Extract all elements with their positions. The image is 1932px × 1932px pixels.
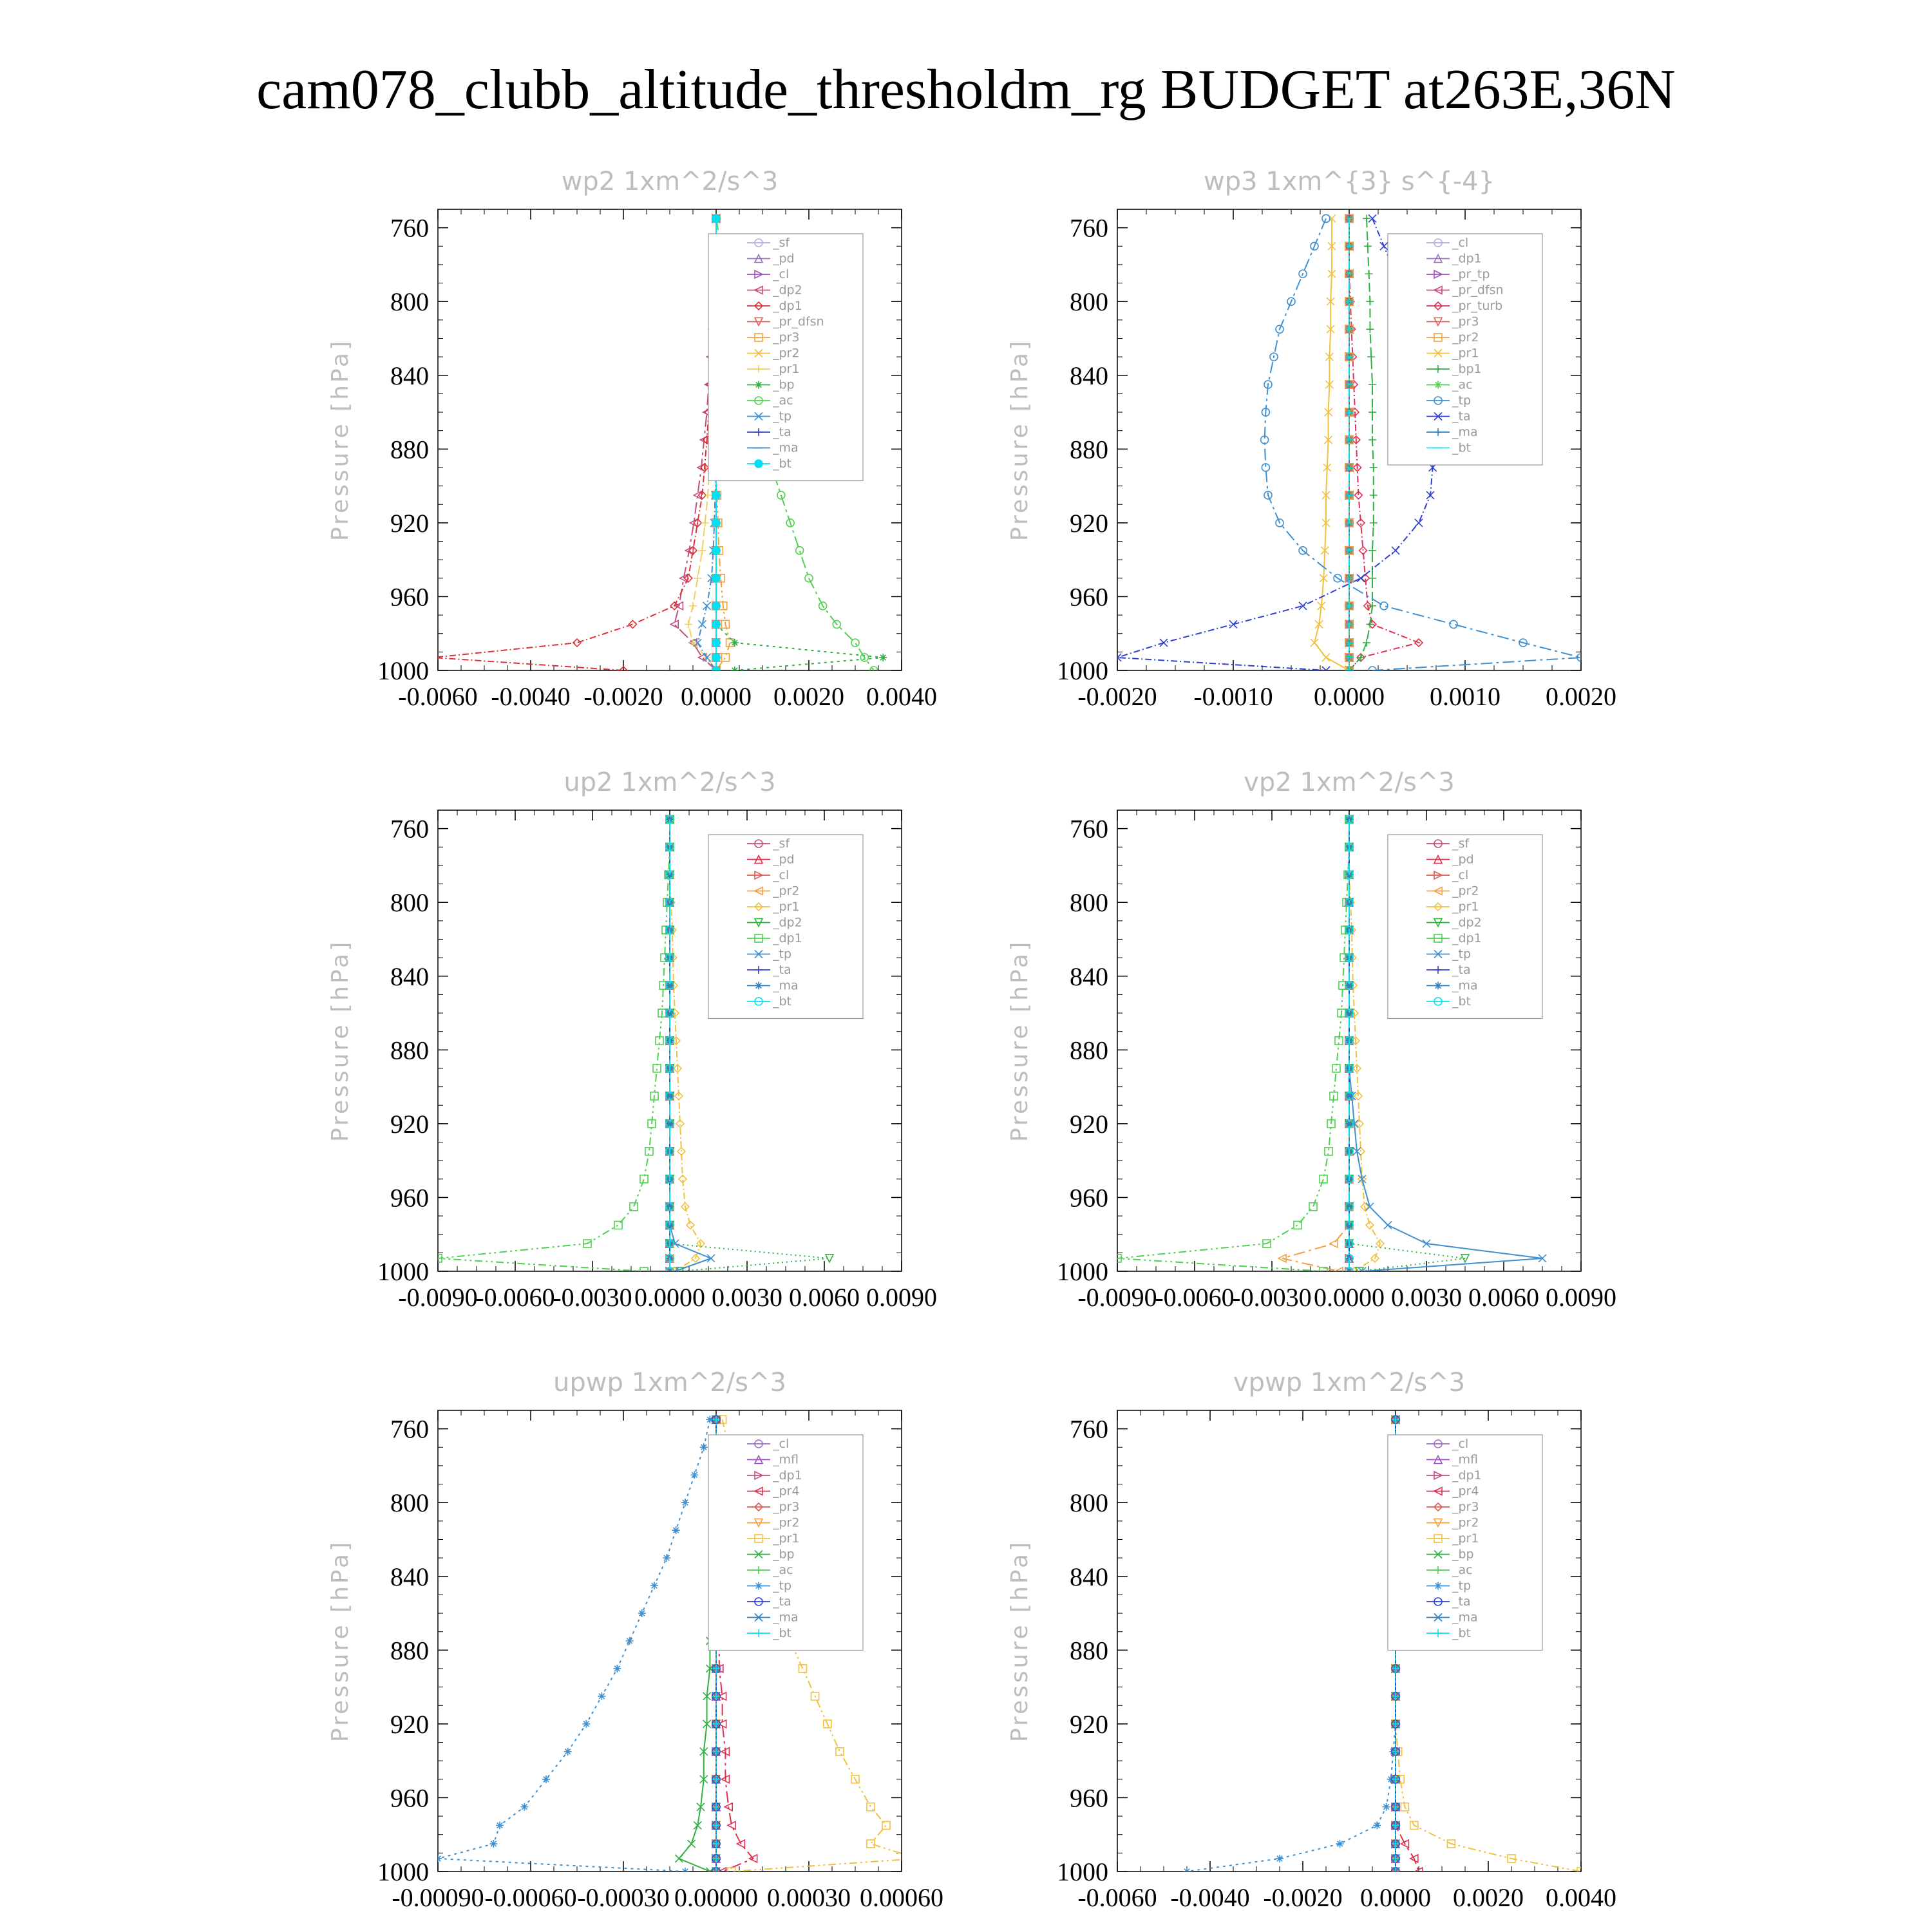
x-tick-label: 0.0000 bbox=[1360, 1883, 1431, 1912]
y-tick-label: 920 bbox=[1070, 1109, 1108, 1139]
y-tick-label: 960 bbox=[390, 1183, 429, 1213]
legend-label: _tp bbox=[773, 1578, 792, 1593]
y-tick-label: 880 bbox=[390, 435, 429, 464]
legend bbox=[1388, 234, 1542, 465]
data-point bbox=[430, 654, 437, 661]
y-tick-label: 760 bbox=[1070, 1414, 1108, 1444]
legend-label: _dp2 bbox=[773, 283, 802, 298]
x-tick-label: -0.0060 bbox=[1077, 1883, 1157, 1912]
x-tick-label: 0.0020 bbox=[1453, 1883, 1524, 1912]
y-tick-label: 1000 bbox=[1057, 1857, 1108, 1886]
data-point bbox=[598, 1692, 605, 1700]
x-tick-label: 0.0090 bbox=[866, 1283, 937, 1312]
legend-label: _pr2 bbox=[1452, 884, 1479, 898]
data-point bbox=[685, 620, 692, 628]
data-point bbox=[731, 667, 739, 674]
legend-label: _pr1 bbox=[1452, 346, 1479, 361]
y-tick-label: 880 bbox=[390, 1036, 429, 1065]
panel-title: wp2 1xm^2/s^3 bbox=[561, 167, 779, 196]
data-point bbox=[703, 602, 711, 610]
data-point bbox=[663, 1554, 670, 1562]
data-point bbox=[690, 1471, 698, 1479]
legend-label: _sf bbox=[773, 236, 790, 250]
data-point bbox=[1368, 436, 1376, 444]
chart-panel bbox=[327, 167, 937, 711]
y-axis-label: Pressure [hPa] bbox=[327, 939, 354, 1142]
y-tick-label: 760 bbox=[1070, 213, 1108, 243]
legend-marker bbox=[755, 1582, 762, 1590]
legend-label: _pr1 bbox=[773, 362, 800, 376]
x-tick-label: -0.0010 bbox=[1193, 682, 1273, 711]
data-point bbox=[1160, 639, 1168, 647]
data-point bbox=[1363, 639, 1370, 647]
y-tick-label: 960 bbox=[1070, 582, 1108, 612]
data-point bbox=[1367, 353, 1375, 361]
data-point bbox=[640, 1175, 648, 1183]
legend-label: _ta bbox=[773, 1595, 791, 1609]
legend-label: _pr2 bbox=[773, 884, 800, 898]
legend-label: _mfl bbox=[773, 1452, 799, 1467]
legend-label: _tp bbox=[1452, 393, 1472, 408]
series-line-pr1 bbox=[1314, 218, 1349, 670]
legend-label: _pr2 bbox=[773, 1515, 800, 1530]
data-point bbox=[700, 1443, 708, 1451]
data-point bbox=[1364, 242, 1372, 250]
legend bbox=[708, 234, 863, 481]
legend-label: _ma bbox=[1452, 425, 1478, 439]
y-tick-label: 800 bbox=[1070, 888, 1108, 918]
x-tick-label: -0.0090 bbox=[1077, 1283, 1157, 1312]
legend-label: _pr_tp bbox=[1452, 267, 1490, 281]
y-tick-label: 960 bbox=[1070, 1783, 1108, 1813]
legend-label: _ma bbox=[1452, 1610, 1478, 1625]
data-point bbox=[613, 1665, 621, 1672]
panel-title: upwp 1xm^2/s^3 bbox=[553, 1368, 786, 1397]
y-tick-label: 760 bbox=[1070, 814, 1108, 844]
legend bbox=[708, 1435, 863, 1651]
y-tick-label: 760 bbox=[390, 213, 429, 243]
legend-marker bbox=[755, 381, 762, 389]
legend-label: _pr_dfsn bbox=[1452, 283, 1504, 298]
data-point bbox=[670, 620, 678, 628]
data-point bbox=[689, 602, 697, 610]
series-line-tp bbox=[1187, 1419, 1396, 1871]
legend-label: _pr3 bbox=[773, 330, 800, 345]
data-point bbox=[704, 491, 712, 499]
legend-label: _bp bbox=[773, 1547, 795, 1562]
y-tick-label: 760 bbox=[390, 1414, 429, 1444]
data-point bbox=[712, 519, 720, 527]
data-point bbox=[681, 1868, 689, 1875]
legend-label: _ta bbox=[773, 425, 791, 439]
data-point bbox=[712, 214, 720, 222]
data-point bbox=[698, 620, 706, 628]
y-tick-label: 1000 bbox=[1057, 1257, 1108, 1286]
figure-title: cam078_clubb_altitude_thresholdm_rg BUDGET at263E,36N bbox=[256, 59, 1676, 121]
data-point bbox=[712, 639, 720, 647]
data-point bbox=[1368, 381, 1376, 388]
data-point bbox=[1357, 574, 1365, 582]
data-point bbox=[650, 1582, 658, 1589]
legend-label: _pd bbox=[773, 852, 795, 867]
y-axis-label: Pressure [hPa] bbox=[1007, 338, 1033, 542]
data-point bbox=[489, 1840, 497, 1848]
data-point bbox=[836, 1748, 844, 1756]
legend-label: _ma bbox=[1452, 978, 1478, 993]
data-point bbox=[1366, 1203, 1374, 1211]
data-point bbox=[1276, 1855, 1283, 1862]
series-line-tp bbox=[438, 1419, 710, 1871]
legend-label: _pr1 bbox=[1452, 900, 1479, 914]
data-point bbox=[672, 1526, 680, 1534]
data-point bbox=[1368, 574, 1376, 582]
chart-panel bbox=[1007, 167, 1616, 711]
y-tick-label: 960 bbox=[1070, 1183, 1108, 1213]
legend-marker bbox=[755, 982, 762, 990]
x-tick-label: -0.0030 bbox=[1232, 1283, 1312, 1312]
chart-panel bbox=[1007, 1368, 1616, 1912]
legend-label: _ma bbox=[773, 440, 799, 455]
x-tick-label: -0.00030 bbox=[577, 1883, 670, 1912]
data-point bbox=[1299, 602, 1307, 610]
data-point bbox=[712, 547, 720, 554]
legend-label: _pr3 bbox=[1452, 314, 1479, 329]
legend-label: _ma bbox=[773, 1610, 799, 1625]
data-point bbox=[1368, 408, 1376, 416]
y-tick-label: 800 bbox=[1070, 287, 1108, 317]
data-point bbox=[1366, 620, 1374, 628]
panel-title: vp2 1xm^2/s^3 bbox=[1244, 768, 1455, 797]
x-tick-label: 0.0000 bbox=[1314, 1283, 1385, 1312]
panel-title: wp3 1xm^{3} s^{-4} bbox=[1203, 167, 1495, 196]
legend-label: _pr4 bbox=[1452, 1484, 1479, 1499]
data-point bbox=[1450, 620, 1457, 628]
data-point bbox=[1392, 547, 1399, 554]
chart-panel bbox=[327, 768, 937, 1312]
legend-label: _cl bbox=[773, 267, 790, 281]
legend-label: _pr2 bbox=[773, 346, 800, 361]
series-line-pr2 bbox=[1282, 819, 1349, 1271]
legend-label: _ac bbox=[773, 393, 793, 408]
chart-panels bbox=[327, 167, 1616, 1912]
y-tick-label: 920 bbox=[390, 1109, 429, 1139]
data-point bbox=[542, 1776, 550, 1783]
data-point bbox=[1380, 602, 1388, 610]
panel-title: vpwp 1xm^2/s^3 bbox=[1233, 1368, 1466, 1397]
x-tick-label: 0.0020 bbox=[1546, 682, 1616, 711]
x-tick-label: 0.0090 bbox=[1546, 1283, 1616, 1312]
data-point bbox=[1366, 298, 1374, 305]
x-tick-label: -0.0020 bbox=[1077, 682, 1157, 711]
legend-marker bbox=[755, 460, 762, 468]
y-tick-label: 840 bbox=[1070, 1562, 1108, 1591]
data-point bbox=[1368, 547, 1376, 554]
chart-panel bbox=[1007, 768, 1616, 1312]
x-tick-label: 0.00030 bbox=[767, 1883, 851, 1912]
legend-label: _dp2 bbox=[773, 915, 802, 930]
x-tick-label: 0.0030 bbox=[712, 1283, 782, 1312]
x-tick-label: -0.0020 bbox=[1263, 1883, 1343, 1912]
data-point bbox=[712, 491, 720, 499]
legend-label: _bt bbox=[773, 994, 792, 1009]
legend-label: _tp bbox=[773, 409, 792, 424]
legend-label: _pr1 bbox=[773, 900, 800, 914]
data-point bbox=[1383, 1803, 1390, 1811]
x-tick-label: -0.00060 bbox=[484, 1883, 577, 1912]
data-point bbox=[712, 654, 720, 661]
y-tick-label: 920 bbox=[390, 508, 429, 538]
legend-label: _pr_dfsn bbox=[773, 314, 824, 329]
legend-label: _pr4 bbox=[773, 1484, 800, 1499]
data-point bbox=[653, 1065, 661, 1072]
x-tick-label: 0.0030 bbox=[1391, 1283, 1462, 1312]
legend-label: _ac bbox=[1452, 1563, 1473, 1577]
legend-label: _dp1 bbox=[1452, 1468, 1482, 1482]
data-point bbox=[626, 1637, 634, 1645]
legend-label: _bt bbox=[1452, 994, 1472, 1009]
legend-label: _tp bbox=[1452, 1578, 1472, 1593]
data-point bbox=[712, 667, 720, 674]
data-point bbox=[721, 654, 729, 661]
data-point bbox=[681, 1499, 689, 1506]
x-tick-label: 0.00000 bbox=[674, 1883, 758, 1912]
legend-label: _sf bbox=[773, 837, 790, 851]
y-tick-label: 880 bbox=[1070, 435, 1108, 464]
data-point bbox=[1370, 491, 1378, 499]
y-axis-label: Pressure [hPa] bbox=[1007, 939, 1033, 1142]
data-point bbox=[1229, 620, 1237, 628]
legend bbox=[708, 835, 863, 1019]
legend-label: _pr2 bbox=[1452, 1515, 1479, 1530]
y-tick-label: 1000 bbox=[377, 656, 429, 685]
y-tick-label: 920 bbox=[390, 1709, 429, 1739]
data-point bbox=[712, 574, 720, 582]
x-tick-label: -0.0020 bbox=[583, 682, 663, 711]
data-point bbox=[629, 620, 636, 628]
legend-label: _cl bbox=[1452, 1437, 1469, 1451]
legend-label: _ac bbox=[773, 1563, 793, 1577]
y-axis-label: Pressure [hPa] bbox=[1007, 1539, 1033, 1743]
y-tick-label: 1000 bbox=[377, 1857, 429, 1886]
x-tick-label: 0.0060 bbox=[789, 1283, 860, 1312]
data-point bbox=[698, 547, 706, 554]
x-tick-label: -0.00090 bbox=[392, 1883, 484, 1912]
data-point bbox=[712, 620, 720, 628]
data-point bbox=[1322, 654, 1330, 661]
y-tick-label: 840 bbox=[390, 361, 429, 390]
legend-label: _dp1 bbox=[773, 299, 802, 313]
y-tick-label: 800 bbox=[390, 888, 429, 918]
data-point bbox=[1365, 270, 1373, 278]
legend-label: _ta bbox=[1452, 409, 1471, 424]
legend-label: _dp1 bbox=[773, 1468, 802, 1482]
y-tick-label: 920 bbox=[1070, 508, 1108, 538]
x-tick-label: -0.0060 bbox=[475, 1283, 555, 1312]
legend-label: _pr1 bbox=[1452, 1531, 1479, 1546]
data-point bbox=[1183, 1868, 1191, 1875]
legend-label: _ma bbox=[773, 978, 799, 993]
data-point bbox=[913, 1855, 921, 1862]
legend-label: _tp bbox=[1452, 947, 1472, 961]
series-line-dp1 bbox=[438, 819, 670, 1271]
legend-label: _cl bbox=[773, 1437, 790, 1451]
data-point bbox=[851, 639, 859, 647]
data-point bbox=[1415, 519, 1423, 527]
legend-label: _ta bbox=[773, 963, 791, 977]
data-point bbox=[1370, 519, 1378, 527]
data-point bbox=[434, 1855, 442, 1862]
data-point bbox=[712, 602, 720, 610]
data-point bbox=[496, 1821, 504, 1829]
y-axis-label: Pressure [hPa] bbox=[327, 1539, 354, 1743]
data-point bbox=[879, 654, 887, 661]
data-point bbox=[1311, 639, 1318, 647]
legend-label: _bp bbox=[1452, 1547, 1474, 1562]
x-tick-label: 0.0000 bbox=[681, 682, 752, 711]
legend-label: _pd bbox=[1452, 852, 1474, 867]
y-tick-label: 1000 bbox=[1057, 656, 1108, 685]
x-tick-label: -0.0040 bbox=[491, 682, 571, 711]
legend-marker bbox=[1434, 1582, 1442, 1590]
x-tick-label: 0.0000 bbox=[1314, 682, 1385, 711]
y-tick-label: 800 bbox=[390, 1488, 429, 1518]
legend-label: _pr3 bbox=[1452, 1500, 1479, 1514]
legend-label: _pr_turb bbox=[1452, 299, 1503, 313]
y-tick-label: 880 bbox=[1070, 1036, 1108, 1065]
legend-label: _ac bbox=[1452, 377, 1473, 392]
x-tick-label: 0.0040 bbox=[1546, 1883, 1616, 1912]
legend-label: _sf bbox=[1452, 837, 1470, 851]
legend-label: _pr2 bbox=[1452, 330, 1479, 345]
legend-marker bbox=[1434, 381, 1442, 389]
x-tick-label: -0.0060 bbox=[398, 682, 478, 711]
data-point bbox=[796, 547, 804, 554]
x-tick-label: -0.0090 bbox=[398, 1283, 478, 1312]
x-tick-label: 0.0000 bbox=[634, 1283, 705, 1312]
x-tick-label: 0.0040 bbox=[866, 682, 937, 711]
data-point bbox=[582, 1720, 590, 1728]
y-tick-label: 960 bbox=[390, 1783, 429, 1813]
data-point bbox=[1320, 1175, 1327, 1183]
x-tick-label: 0.0060 bbox=[1468, 1283, 1539, 1312]
data-point bbox=[564, 1748, 572, 1756]
panel-title: up2 1xm^2/s^3 bbox=[564, 768, 776, 797]
legend-label: _bp1 bbox=[1452, 362, 1482, 376]
data-point bbox=[1384, 1221, 1392, 1229]
legend-label: _pr1 bbox=[773, 1531, 800, 1546]
y-tick-label: 800 bbox=[390, 287, 429, 317]
legend-label: _dp2 bbox=[1452, 915, 1482, 930]
data-point bbox=[1336, 1840, 1344, 1848]
data-point bbox=[1366, 1221, 1374, 1229]
y-tick-label: 1000 bbox=[377, 1257, 429, 1286]
legend-label: _dp1 bbox=[773, 931, 802, 945]
legend-label: _bp bbox=[773, 377, 795, 392]
y-tick-label: 840 bbox=[390, 1562, 429, 1591]
data-point bbox=[687, 1221, 694, 1229]
legend-label: _cl bbox=[1452, 236, 1469, 250]
data-point bbox=[731, 639, 739, 647]
data-point bbox=[1366, 325, 1374, 333]
series-line-dp1 bbox=[1117, 819, 1349, 1271]
legend-label: _pr3 bbox=[773, 1500, 800, 1514]
legend bbox=[1388, 1435, 1542, 1651]
y-tick-label: 920 bbox=[1070, 1709, 1108, 1739]
legend-label: _cl bbox=[1452, 868, 1469, 882]
legend-label: _tp bbox=[773, 947, 792, 961]
legend-label: _bt bbox=[773, 1626, 792, 1640]
y-tick-label: 960 bbox=[390, 582, 429, 612]
x-tick-label: 0.0010 bbox=[1430, 682, 1501, 711]
y-tick-label: 840 bbox=[1070, 961, 1108, 991]
data-point bbox=[1373, 1821, 1381, 1829]
legend-label: _bt bbox=[1452, 1626, 1472, 1640]
chart-panel bbox=[327, 1368, 943, 1912]
legend-label: _dp1 bbox=[1452, 251, 1482, 266]
series-line-tp bbox=[670, 819, 711, 1271]
data-point bbox=[701, 519, 709, 527]
legend-label: _cl bbox=[773, 868, 790, 882]
data-point bbox=[1370, 464, 1378, 471]
x-tick-label: -0.0040 bbox=[1170, 1883, 1250, 1912]
legend-label: _mfl bbox=[1452, 1452, 1478, 1467]
x-tick-label: -0.0060 bbox=[1155, 1283, 1235, 1312]
legend-label: _bt bbox=[1452, 440, 1472, 455]
legend-label: _bt bbox=[773, 457, 792, 471]
data-point bbox=[675, 1855, 683, 1862]
y-tick-label: 880 bbox=[1070, 1636, 1108, 1665]
x-tick-label: 0.0020 bbox=[773, 682, 844, 711]
data-point bbox=[867, 1840, 875, 1848]
x-tick-label: -0.0030 bbox=[553, 1283, 632, 1312]
data-point bbox=[520, 1803, 528, 1811]
data-point bbox=[638, 1609, 646, 1617]
y-axis-label: Pressure [hPa] bbox=[327, 338, 354, 542]
legend-label: _ta bbox=[1452, 963, 1471, 977]
data-point bbox=[694, 574, 701, 582]
x-tick-label: 0.00060 bbox=[860, 1883, 943, 1912]
y-tick-label: 760 bbox=[390, 814, 429, 844]
y-tick-label: 840 bbox=[1070, 361, 1108, 390]
legend-label: _dp1 bbox=[1452, 931, 1482, 945]
data-point bbox=[1380, 242, 1388, 250]
y-tick-label: 880 bbox=[390, 1636, 429, 1665]
data-point bbox=[1332, 1065, 1340, 1072]
data-point bbox=[1368, 602, 1376, 610]
y-tick-label: 840 bbox=[390, 961, 429, 991]
legend-label: _pd bbox=[773, 251, 795, 266]
legend bbox=[1388, 835, 1542, 1019]
legend-marker bbox=[1434, 982, 1442, 990]
data-point bbox=[688, 1840, 696, 1848]
y-tick-label: 800 bbox=[1070, 1488, 1108, 1518]
legend-label: _ta bbox=[1452, 1595, 1471, 1609]
data-point bbox=[707, 1255, 715, 1262]
